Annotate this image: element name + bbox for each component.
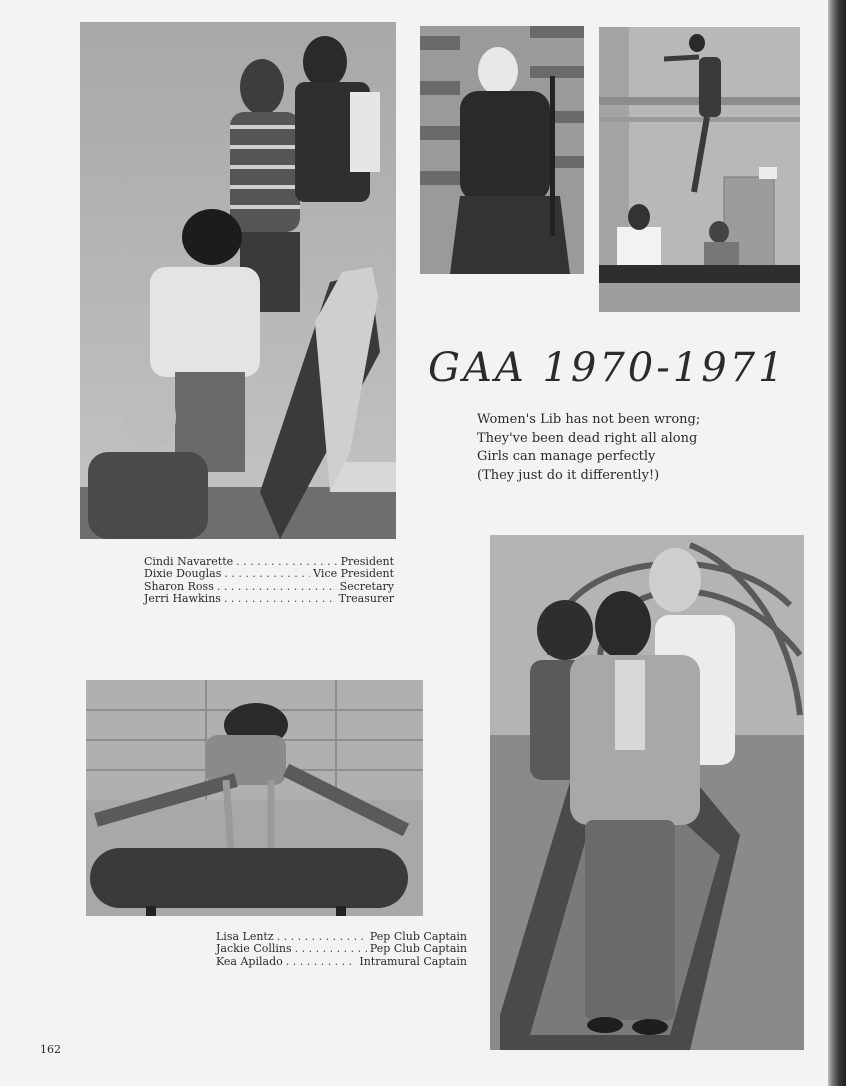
poem — [477, 411, 777, 485]
poem-line: They've been dead right all along — [477, 430, 698, 446]
member-name: Cindi Navarette — [144, 555, 234, 568]
officers-roster — [144, 556, 394, 605]
member-role: Secretary — [339, 579, 394, 593]
leader-dots — [295, 943, 367, 955]
photo-vaulting — [86, 680, 423, 916]
member-name: Dixie Douglas — [144, 567, 222, 581]
page-title: GAA 1970-1971 — [428, 345, 787, 391]
photo-captains-on-slide — [490, 535, 804, 1050]
poem-line: (They just do it differently!) — [477, 467, 660, 483]
member-role: Treasurer — [338, 591, 394, 605]
member-role: Pep Club Captain — [369, 930, 467, 943]
member-name: Sharon Ross — [144, 579, 214, 593]
poem-line: Girls can manage perfectly — [477, 449, 656, 464]
photo-girl-on-slide — [420, 26, 584, 274]
member-role: Intramural Captain — [359, 954, 467, 968]
roster-row — [144, 593, 394, 605]
leader-dots — [224, 593, 336, 605]
member-name: Kea Apilado — [216, 954, 283, 968]
roster-row — [144, 568, 394, 580]
page-number: 162 — [40, 1043, 61, 1056]
photo-officers-on-slide — [80, 22, 396, 539]
poem-line: Women's Lib has not been wrong; — [477, 412, 701, 427]
member-role: President — [340, 555, 394, 568]
captains-roster — [216, 931, 467, 968]
member-role: Pep Club Captain — [369, 942, 467, 956]
book-binding-edge — [828, 0, 846, 1086]
roster-row — [216, 956, 467, 968]
photo-trampoline — [599, 27, 800, 312]
member-role: Vice President — [313, 567, 394, 581]
member-name: Jackie Collins — [216, 942, 292, 956]
member-name: Jerri Hawkins — [144, 591, 221, 605]
leader-dots — [286, 956, 357, 968]
roster-row — [216, 943, 467, 955]
leader-dots — [224, 568, 310, 580]
leader-dots — [217, 581, 337, 593]
member-name: Lisa Lentz — [216, 930, 274, 943]
